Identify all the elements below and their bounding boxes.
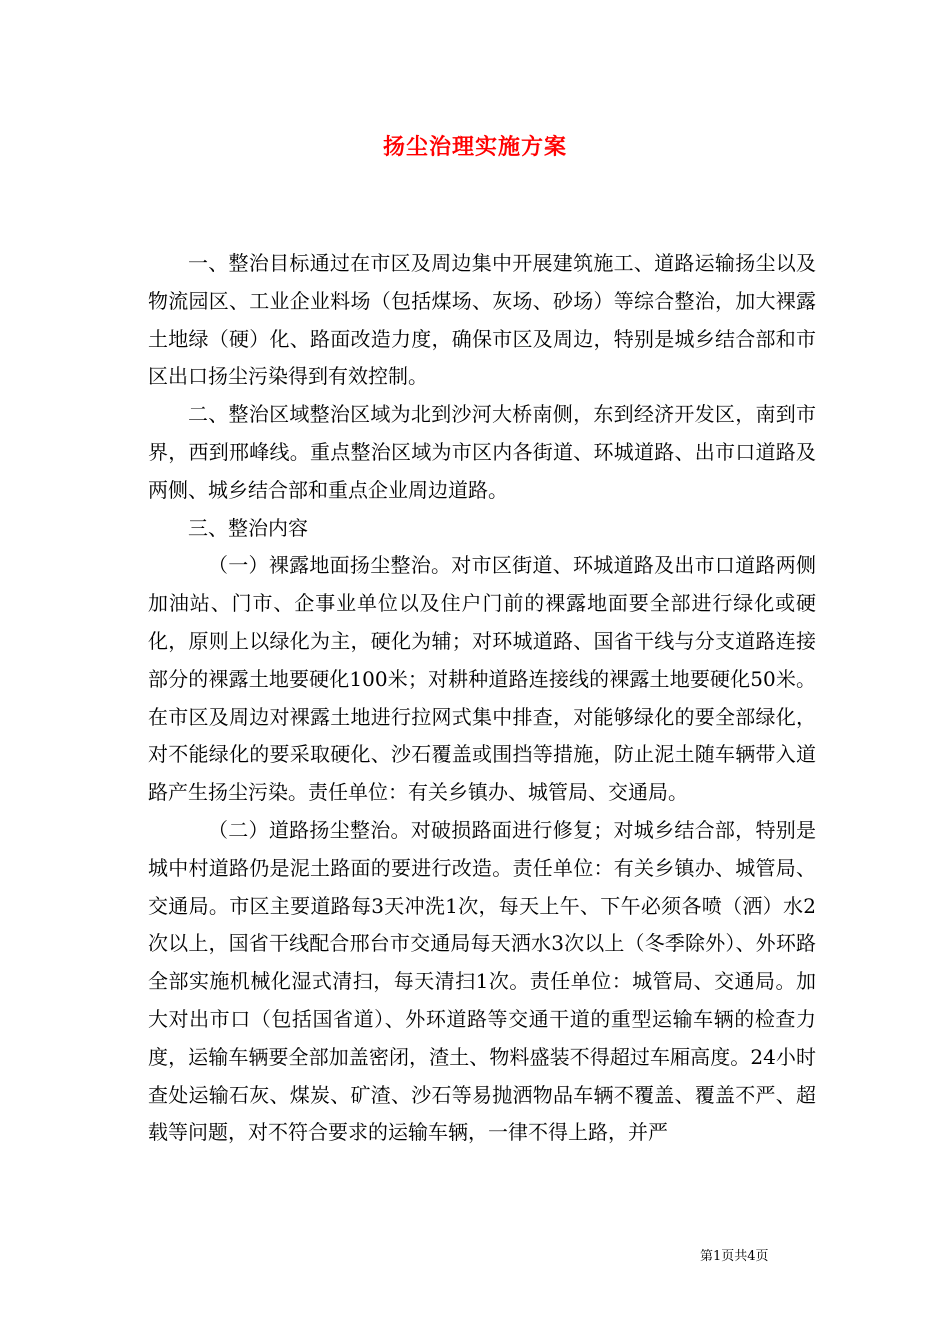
document-body <box>148 245 816 1152</box>
heading-content: 三、整治内容 <box>188 515 308 540</box>
paragraph-bare-ground: （一）裸露地面扬尘整治。对市区街道、环城道路及出市口道路两侧加油站、门市、企事业单位以及住户门前的裸露地面要全部进行绿化或硬化，原则上以绿化为主，硬化为辅；对环城道路、国省干线与分支道路连接部分的裸露土地要硬化100米；对耕种道路连接线的裸露土地要硬化50米。在市区及周边对裸露土地进行拉网式集中排查，对能够绿化的要全部绿化，对不能绿化的要采取硬化、沙石覆盖或围挡等措施，防止泥土随车辆带入道路产生扬尘污染。责任单位：有关乡镇办、城管局、交通局。 <box>148 553 816 805</box>
page-number: 第1页共4页 <box>700 1249 769 1264</box>
document-title: 扬尘治理实施方案 <box>382 134 567 160</box>
paragraph-goal: 一、整治目标通过在市区及周边集中开展建筑施工、道路运输扬尘以及物流园区、工业企业料场（包括煤场、灰场、砂场）等综合整治，加大裸露土地绿（硬）化、路面改造力度，确保市区及周边，特别是城乡结合部和市区出口扬尘污染得到有效控制。 <box>148 251 816 389</box>
paragraph-area: 二、整治区域整治区域为北到沙河大桥南侧，东到经济开发区，南到市界，西到邢峰线。重点整治区域为市区内各街道、环城道路、出市口道路及两侧、城乡结合部和重点企业周边道路。 <box>148 402 816 502</box>
paragraph-road-dust: （二）道路扬尘整治。对破损路面进行修复；对城乡结合部，特别是城中村道路仍是泥土路面的要进行改造。责任单位：有关乡镇办、城管局、交通局。市区主要道路每3天冲洗1次，每天上午、下午必须各喷（洒）水2次以上，国省干线配合邢台市交通局每天洒水3次以上（冬季除外）、外环路全部实施机械化湿式清扫，每天清扫1次。责任单位：城管局、交通局。加大对出市口（包括国省道）、外环道路等交通干道的重型运输车辆的检查力度，运输车辆要全部加盖密闭，渣土、物料盛装不得超过车厢高度。24小时查处运输石灰、煤炭、矿渣、沙石等易抛洒物品车辆不覆盖、覆盖不严、超载等问题，对不符合要求的运输车辆，一律不得上路，并严 <box>148 817 816 1145</box>
